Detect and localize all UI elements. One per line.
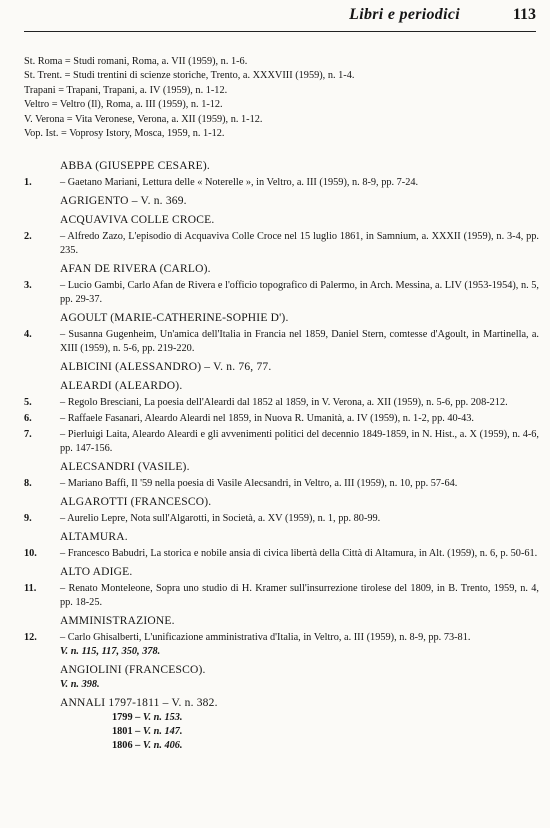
running-header-title: Libri e periodici	[349, 6, 460, 23]
bibliography-entry	[24, 412, 539, 426]
entry-number: 7.	[24, 429, 32, 440]
subject-heading: ALTAMURA.	[60, 531, 128, 543]
cross-reference: V. n. 398.	[60, 679, 100, 690]
bibliography-entry	[24, 631, 539, 645]
entry-text: – Alfredo Zazo, L'episodio di Acquaviva Colle Croce nel 15 luglio 1861, in Samnium, a. XXXII (1959), n. 3-4, pp. 235.	[60, 231, 539, 256]
entry-number: 10.	[24, 548, 37, 559]
subject-heading: ACQUAVIVA COLLE CROCE.	[60, 214, 215, 226]
subject-heading: ALEARDI (ALEARDO).	[60, 380, 183, 392]
abbreviation-line: Veltro = Veltro (Il), Roma, a. III (1959), n. 1-12.	[24, 99, 223, 111]
entry-text: – Mariano Baffi, Il '59 nella poesia di Vasile Alecsandri, in Veltro, a. III (1959), n. 10, pp. 57-64.	[60, 478, 458, 489]
bibliography-entries	[24, 155, 539, 753]
abbreviation-line: Vop. Ist. = Voprosy Istory, Mosca, 1959, n. 1-12.	[24, 128, 225, 140]
year-reference: V. n. 147.	[142, 726, 183, 737]
bibliography-entry	[24, 428, 539, 456]
abbreviation-line: St. Trent. = Studi trentini di scienze storiche, Trento, a. XXXVIII (1959), n. 1-4.	[24, 70, 355, 82]
bibliography-entry	[24, 582, 539, 610]
entry-number: 1.	[24, 177, 32, 188]
annali-year-reference	[24, 725, 539, 739]
subject-heading: ANGIOLINI (FRANCESCO).	[60, 664, 206, 676]
bibliography-entry	[24, 512, 539, 526]
abbreviation-line: St. Roma = Studi romani, Roma, a. VII (1959), n. 1-6.	[24, 56, 248, 67]
bibliography-entry	[24, 477, 539, 491]
entry-text: – Lucio Gambi, Carlo Afan de Rivera e l'officio topografico di Palermo, in Arch. Messina, a. LIV (1953-1954), n. 5, pp. 29-37.	[60, 280, 539, 305]
subject-heading: ALTO ADIGE.	[60, 566, 133, 578]
subject-heading: ANNALI 1797-1811 – V. n. 382.	[60, 697, 218, 709]
entry-number: 2.	[24, 231, 32, 242]
entry-number: 8.	[24, 478, 32, 489]
bibliography-entry	[24, 328, 539, 356]
subject-heading: AGOULT (MARIE-CATHERINE-SOPHIE D').	[60, 312, 289, 324]
entry-text: – Susanna Gugenheim, Un'amica dell'Italia in Francia nel 1859, Daniel Stern, comtesse d'Agoult, in Martinella, a. XIII (1959), n. 5-6, pp. 219-220.	[60, 329, 539, 354]
entry-number: 5.	[24, 397, 32, 408]
entry-number: 3.	[24, 280, 32, 291]
subject-heading: ALBICINI (ALESSANDRO) – V. n. 76, 77.	[60, 361, 272, 373]
year-label: 1799 –	[112, 712, 141, 723]
subject-heading: AGRIGENTO – V. n. 369.	[60, 195, 187, 207]
page-number: 113	[512, 6, 536, 23]
year-reference: V. n. 406.	[142, 740, 183, 751]
subject-heading: AFAN DE RIVERA (CARLO).	[60, 263, 211, 275]
entry-number: 11.	[24, 583, 37, 594]
bibliography-entry	[24, 396, 539, 410]
subject-heading: ALGAROTTI (FRANCESCO).	[60, 496, 212, 508]
entry-text: – Regolo Bresciani, La poesia dell'Aleardi dal 1852 al 1859, in V. Verona, a. XII (1959), n. 5-6, pp. 208-212.	[60, 397, 508, 408]
subject-heading: ALECSANDRI (VASILE).	[60, 461, 190, 473]
bibliography-entry	[24, 279, 539, 307]
entry-number: 9.	[24, 513, 32, 524]
annali-year-reference	[24, 711, 539, 725]
entry-text: – Aurelio Lepre, Nota sull'Algarotti, in Società, a. XV (1959), n. 1, pp. 80-99.	[60, 513, 381, 524]
bibliography-entry	[24, 547, 539, 561]
year-reference: V. n. 153.	[142, 712, 183, 723]
bibliography-entry	[24, 230, 539, 258]
year-label: 1806 –	[112, 740, 141, 751]
subject-heading: ABBA (GIUSEPPE CESARE).	[60, 160, 210, 172]
abbreviation-line: V. Verona = Vita Veronese, Verona, a. XII (1959), n. 1-12.	[24, 113, 263, 125]
year-label: 1801 –	[112, 726, 141, 737]
entry-text: – Renato Monteleone, Sopra uno studio di H. Kramer sull'insurrezione tirolese del 1809, in B. Trento, 1959, n. 4, pp. 18-25.	[60, 583, 539, 608]
abbreviation-line: Trapani = Trapani, Trapani, a. IV (1959), n. 1-12.	[24, 84, 228, 96]
header-rule	[24, 31, 536, 32]
entry-text: – Carlo Ghisalberti, L'unificazione amministrativa d'Italia, in Veltro, a. III (1959), n. 8-9, pp. 73-81.	[60, 632, 471, 643]
entry-number: 4.	[24, 329, 32, 340]
subject-heading: AMMINISTRAZIONE.	[60, 615, 175, 627]
bibliography-entry	[24, 176, 539, 190]
entry-text: – Raffaele Fasanari, Aleardo Aleardi nel 1859, in Nuova R. Umanità, a. IV (1959), n. 1-2, pp. 40-43.	[60, 413, 474, 424]
entry-text: – Gaetano Mariani, Lettura delle « Noterelle », in Veltro, a. III (1959), n. 8-9, pp. 7-24.	[60, 177, 419, 188]
entry-text: – Francesco Babudri, La storica e nobile ansia di civica libertà della Città di Altamura, in Alt. (1959), n. 6, p. 50-61.	[60, 548, 538, 559]
entry-number: 6.	[24, 413, 32, 424]
abbreviation-list	[24, 55, 539, 141]
cross-reference: V. n. 115, 117, 350, 378.	[60, 646, 161, 657]
entry-number: 12.	[24, 632, 37, 643]
entry-text: – Pierluigi Laita, Aleardo Aleardi e gli avvenimenti politici del decennio 1849-1859, in N. Hist., a. X (1959), n. 4-6, pp. 147-156.	[60, 429, 539, 454]
annali-year-reference	[24, 739, 539, 753]
